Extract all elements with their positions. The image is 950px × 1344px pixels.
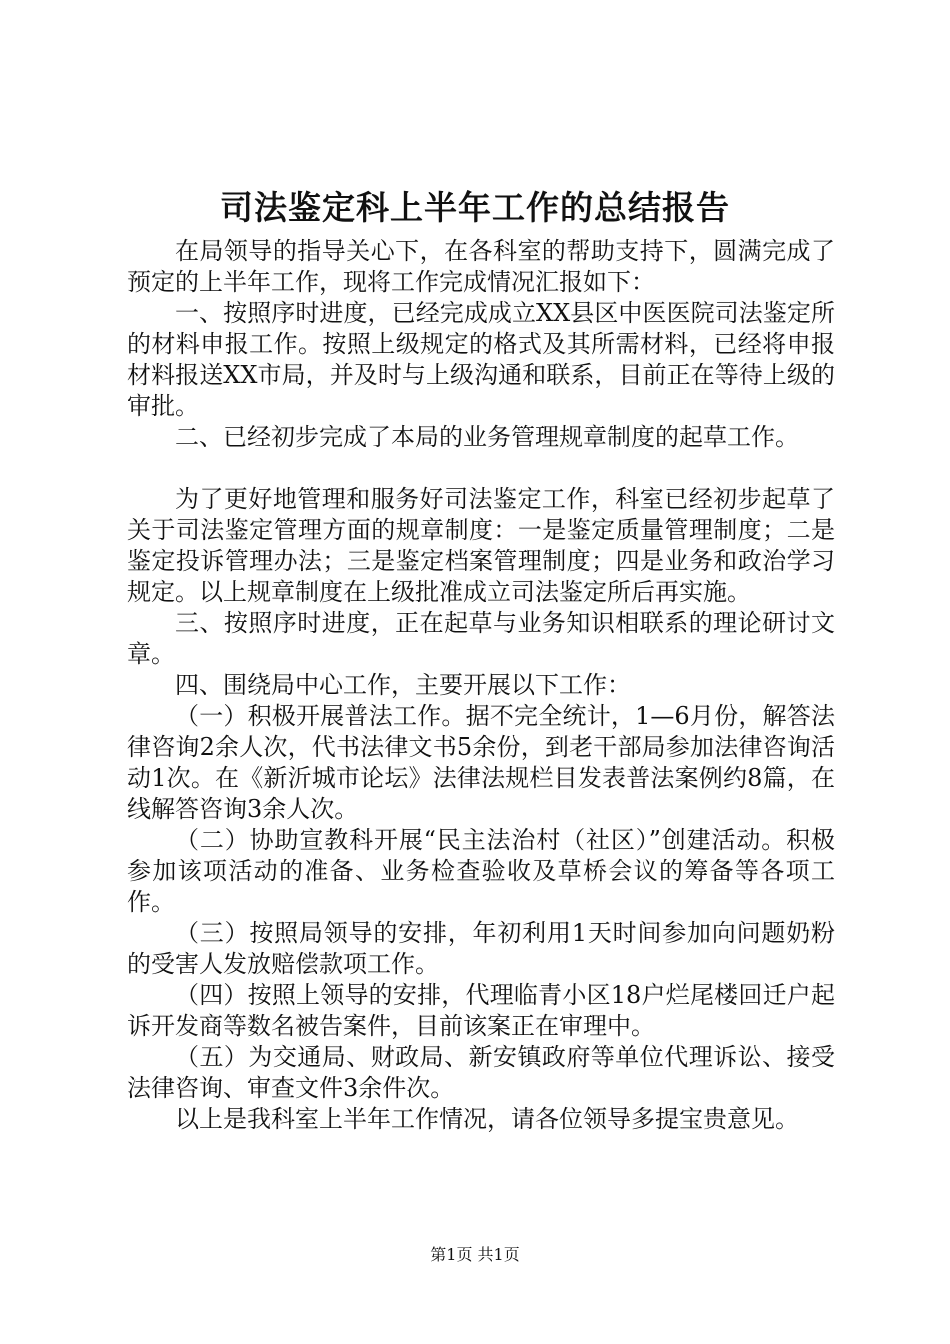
paragraph-item-4: 四、围绕局中心工作，主要开展以下工作： <box>175 671 631 699</box>
document-title: 司法鉴定科上半年工作的总结报告 <box>220 188 730 227</box>
page-footer: 第1页 共1页 <box>430 1245 520 1264</box>
paragraph-spacer <box>127 453 835 484</box>
paragraph-sub-5: （五）为交通局、财政局、新安镇政府等单位代理诉讼、接受法律咨询、审查文件3余件次。 <box>127 1043 835 1102</box>
paragraph-sub-1: （一）积极开展普法工作。据不完全统计，1—6月份，解答法律咨询2余人次，代书法律文书5余份，到老干部局参加法律咨询活动1次。在《新沂城市论坛》法律法规栏目发表普法案例约8篇，在线解答咨询3余人次。 <box>127 702 835 823</box>
paragraph-sub-2: （二）协助宣教科开展“民主法治村（社区）”创建活动。积极参加该项活动的准备、业务检查验收及草桥会议的筹备等各项工作。 <box>127 826 835 916</box>
document-body <box>127 236 835 1135</box>
paragraph-sub-3: （三）按照局领导的安排，年初利用1天时间参加向问题奶粉的受害人发放赔偿款项工作。 <box>127 919 835 978</box>
paragraph-item-2: 二、已经初步完成了本局的业务管理规章制度的起草工作。 <box>175 423 799 451</box>
paragraph-item-3: 三、按照序时进度，正在起草与业务知识相联系的理论研讨文章。 <box>127 609 835 668</box>
paragraph-intro: 在局领导的指导关心下，在各科室的帮助支持下，圆满完成了预定的上半年工作，现将工作完成情况汇报如下： <box>127 237 835 296</box>
paragraph-sub-4: （四）按照上领导的安排，代理临青小区18户烂尾楼回迁户起诉开发商等数名被告案件，目前该案正在审理中。 <box>127 981 835 1040</box>
paragraph-item-1: 一、按照序时进度，已经完成成立XX县区中医医院司法鉴定所的材料申报工作。按照上级规定的格式及其所需材料，已经将申报材料报送XX市局，并及时与上级沟通和联系，目前正在等待上级的审批。 <box>127 299 835 420</box>
paragraph-regulations: 为了更好地管理和服务好司法鉴定工作，科室已经初步起草了关于司法鉴定管理方面的规章制度：一是鉴定质量管理制度；二是鉴定投诉管理办法；三是鉴定档案管理制度；四是业务和政治学习规定。以上规章制度在上级批准成立司法鉴定所后再实施。 <box>127 485 835 606</box>
paragraph-closing: 以上是我科室上半年工作情况，请各位领导多提宝贵意见。 <box>175 1105 799 1133</box>
